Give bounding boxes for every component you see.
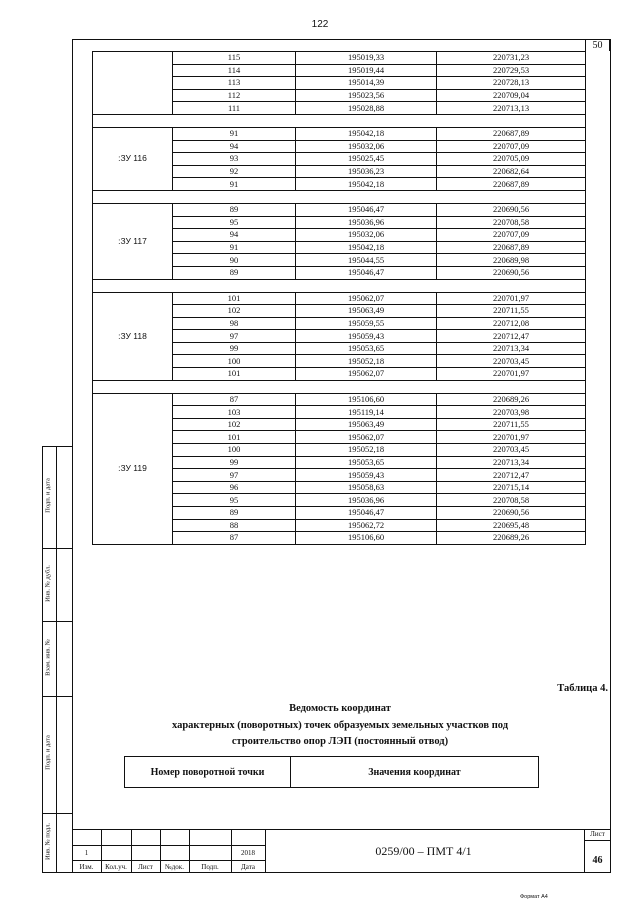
point-number-cell: 115 bbox=[173, 52, 296, 65]
margin-top-line bbox=[42, 446, 73, 447]
x-coordinate-cell: 195032,06 bbox=[296, 229, 437, 242]
y-coordinate-cell: 220689,26 bbox=[437, 532, 586, 545]
table-row bbox=[93, 52, 586, 65]
point-number-cell: 89 bbox=[173, 507, 296, 520]
point-number-cell: 97 bbox=[173, 330, 296, 343]
y-coordinate-cell: 220711,55 bbox=[437, 305, 586, 318]
y-coordinate-cell: 220689,98 bbox=[437, 254, 586, 267]
point-number-cell: 101 bbox=[173, 368, 296, 381]
parcel-label: :ЗУ 117 bbox=[93, 203, 173, 279]
y-coordinate-cell: 220687,89 bbox=[437, 241, 586, 254]
y-coordinate-cell: 220707,09 bbox=[437, 140, 586, 153]
y-coordinate-cell: 220703,45 bbox=[437, 355, 586, 368]
point-number-cell: 101 bbox=[173, 431, 296, 444]
point-number-cell: 94 bbox=[173, 140, 296, 153]
x-coordinate-cell: 195062,72 bbox=[296, 519, 437, 532]
x-coordinate-cell: 195053,65 bbox=[296, 456, 437, 469]
group-separator bbox=[93, 279, 586, 292]
y-coordinate-cell: 220687,89 bbox=[437, 127, 586, 140]
point-number-cell: 114 bbox=[173, 64, 296, 77]
x-coordinate-cell: 195025,45 bbox=[296, 153, 437, 166]
parcel-label bbox=[93, 52, 173, 115]
x-coordinate-cell: 195042,18 bbox=[296, 241, 437, 254]
x-coordinate-cell: 195019,33 bbox=[296, 52, 437, 65]
y-coordinate-cell: 220690,56 bbox=[437, 507, 586, 520]
y-coordinate-cell: 220703,45 bbox=[437, 444, 586, 457]
point-number-cell: 112 bbox=[173, 89, 296, 102]
point-number-cell: 93 bbox=[173, 153, 296, 166]
group-separator-cell bbox=[93, 380, 586, 393]
x-coordinate-cell: 195032,06 bbox=[296, 140, 437, 153]
point-number-cell: 113 bbox=[173, 77, 296, 90]
point-number-cell: 91 bbox=[173, 127, 296, 140]
group-separator-cell bbox=[93, 279, 586, 292]
point-number-cell: 111 bbox=[173, 102, 296, 115]
sheet-number: 46 bbox=[592, 855, 603, 866]
y-coordinate-cell: 220690,56 bbox=[437, 203, 586, 216]
x-coordinate-cell: 195044,55 bbox=[296, 254, 437, 267]
point-number-cell: 91 bbox=[173, 241, 296, 254]
change-year: 2018 bbox=[241, 849, 255, 857]
y-coordinate-cell: 220687,89 bbox=[437, 178, 586, 191]
group-separator-cell bbox=[93, 190, 586, 203]
table-row bbox=[93, 292, 586, 305]
point-number-cell: 100 bbox=[173, 444, 296, 457]
x-coordinate-cell: 195036,23 bbox=[296, 165, 437, 178]
x-coordinate-cell: 195052,18 bbox=[296, 444, 437, 457]
group-separator bbox=[93, 190, 586, 203]
table-caption: Таблица 4. bbox=[557, 683, 608, 694]
point-number-cell: 92 bbox=[173, 165, 296, 178]
table-row bbox=[93, 393, 586, 406]
point-number-cell: 100 bbox=[173, 355, 296, 368]
sheet-label: Лист bbox=[590, 830, 605, 838]
col-label-count: Кол.уч. bbox=[105, 863, 127, 871]
x-coordinate-cell: 195014,39 bbox=[296, 77, 437, 90]
x-coordinate-cell: 195036,96 bbox=[296, 494, 437, 507]
y-coordinate-cell: 220708,58 bbox=[437, 216, 586, 229]
document-code: 0259/00 – ПМТ 4/1 bbox=[375, 844, 472, 858]
margin-label-replace-inv: Взам. инв. № bbox=[44, 639, 52, 676]
col-label-signature: Подп. bbox=[201, 863, 219, 871]
margin-outer-line bbox=[42, 446, 43, 873]
parcel-label: :ЗУ 116 bbox=[93, 127, 173, 190]
point-number-cell: 94 bbox=[173, 229, 296, 242]
point-number-cell: 95 bbox=[173, 216, 296, 229]
page-number: 122 bbox=[311, 19, 329, 30]
point-number-cell: 91 bbox=[173, 178, 296, 191]
x-coordinate-cell: 195019,44 bbox=[296, 64, 437, 77]
point-number-cell: 96 bbox=[173, 481, 296, 494]
x-coordinate-cell: 195063,49 bbox=[296, 418, 437, 431]
y-coordinate-cell: 220713,34 bbox=[437, 342, 586, 355]
x-coordinate-cell: 195059,43 bbox=[296, 330, 437, 343]
margin-label-orig-inv: Инв. № подл. bbox=[44, 822, 52, 861]
point-number-cell: 103 bbox=[173, 406, 296, 419]
table-title-line-3: строительство опор ЛЭП (постоянный отвод) bbox=[231, 736, 449, 747]
table-row bbox=[93, 127, 586, 140]
frame-bottom bbox=[42, 872, 611, 873]
x-coordinate-cell: 195046,47 bbox=[296, 507, 437, 520]
margin-label-sign-date-2: Подп. и дата bbox=[44, 735, 52, 770]
title-block-top bbox=[72, 829, 610, 830]
point-number-cell: 102 bbox=[173, 305, 296, 318]
x-coordinate-cell: 195059,43 bbox=[296, 469, 437, 482]
y-coordinate-cell: 220701,97 bbox=[437, 431, 586, 444]
col-label-date: Дата bbox=[241, 863, 255, 871]
x-coordinate-cell: 195062,07 bbox=[296, 368, 437, 381]
parcel-label: :ЗУ 119 bbox=[93, 393, 173, 544]
sheet-tab: 50 bbox=[585, 39, 610, 51]
group-separator bbox=[93, 380, 586, 393]
x-coordinate-cell: 195046,47 bbox=[296, 203, 437, 216]
table-title-line-2: характерных (поворотных) точек образуемых земельных участков под bbox=[171, 720, 509, 731]
x-coordinate-cell: 195053,65 bbox=[296, 342, 437, 355]
coordinate-table-body bbox=[93, 52, 586, 545]
y-coordinate-cell: 220703,98 bbox=[437, 406, 586, 419]
y-coordinate-cell: 220701,97 bbox=[437, 368, 586, 381]
point-number-cell: 99 bbox=[173, 342, 296, 355]
change-number: 1 bbox=[84, 849, 89, 857]
y-coordinate-cell: 220712,47 bbox=[437, 469, 586, 482]
table-title-line-1: Ведомость координат bbox=[289, 703, 391, 714]
y-coordinate-cell: 220712,08 bbox=[437, 317, 586, 330]
margin-label-dup-inv: Инв. № дубл. bbox=[44, 565, 52, 602]
y-coordinate-cell: 220715,14 bbox=[437, 481, 586, 494]
y-coordinate-cell: 220712,47 bbox=[437, 330, 586, 343]
point-number-cell: 95 bbox=[173, 494, 296, 507]
point-number-cell: 87 bbox=[173, 393, 296, 406]
header-point-number: Номер поворотной точки bbox=[125, 757, 291, 788]
y-coordinate-cell: 220731,23 bbox=[437, 52, 586, 65]
parcel-label: :ЗУ 118 bbox=[93, 292, 173, 380]
x-coordinate-cell: 195028,88 bbox=[296, 102, 437, 115]
y-coordinate-cell: 220708,58 bbox=[437, 494, 586, 507]
y-coordinate-cell: 220695,48 bbox=[437, 519, 586, 532]
group-separator bbox=[93, 114, 586, 127]
header-coordinate-values: Значения координат bbox=[291, 757, 539, 788]
point-number-cell: 89 bbox=[173, 266, 296, 279]
y-coordinate-cell: 220711,55 bbox=[437, 418, 586, 431]
col-label-sheet: Лист bbox=[138, 863, 153, 871]
y-coordinate-cell: 220729,53 bbox=[437, 64, 586, 77]
points-header-table bbox=[124, 756, 539, 788]
format-note: Формат А4 bbox=[520, 894, 548, 900]
y-coordinate-cell: 220690,56 bbox=[437, 266, 586, 279]
y-coordinate-cell: 220682,64 bbox=[437, 165, 586, 178]
title-block-sheet-row bbox=[584, 840, 610, 841]
coordinate-table bbox=[92, 51, 586, 545]
y-coordinate-cell: 220713,13 bbox=[437, 102, 586, 115]
margin-inner-line bbox=[56, 446, 57, 873]
y-coordinate-cell: 220705,09 bbox=[437, 153, 586, 166]
point-number-cell: 88 bbox=[173, 519, 296, 532]
x-coordinate-cell: 195106,60 bbox=[296, 393, 437, 406]
x-coordinate-cell: 195063,49 bbox=[296, 305, 437, 318]
y-coordinate-cell: 220728,13 bbox=[437, 77, 586, 90]
point-number-cell: 89 bbox=[173, 203, 296, 216]
x-coordinate-cell: 195046,47 bbox=[296, 266, 437, 279]
y-coordinate-cell: 220689,26 bbox=[437, 393, 586, 406]
x-coordinate-cell: 195119,14 bbox=[296, 406, 437, 419]
table-row bbox=[93, 203, 586, 216]
point-number-cell: 101 bbox=[173, 292, 296, 305]
point-number-cell: 87 bbox=[173, 532, 296, 545]
col-label-doc-number: №док. bbox=[165, 863, 184, 871]
y-coordinate-cell: 220707,09 bbox=[437, 229, 586, 242]
frame-right bbox=[610, 39, 611, 872]
x-coordinate-cell: 195042,18 bbox=[296, 127, 437, 140]
x-coordinate-cell: 195106,60 bbox=[296, 532, 437, 545]
frame-top bbox=[72, 39, 610, 40]
point-number-cell: 98 bbox=[173, 317, 296, 330]
x-coordinate-cell: 195023,56 bbox=[296, 89, 437, 102]
x-coordinate-cell: 195042,18 bbox=[296, 178, 437, 191]
x-coordinate-cell: 195062,07 bbox=[296, 431, 437, 444]
x-coordinate-cell: 195058,63 bbox=[296, 481, 437, 494]
y-coordinate-cell: 220709,04 bbox=[437, 89, 586, 102]
point-number-cell: 99 bbox=[173, 456, 296, 469]
margin-label-sign-date-1: Подп. и дата bbox=[44, 478, 52, 513]
y-coordinate-cell: 220701,97 bbox=[437, 292, 586, 305]
group-separator-cell bbox=[93, 114, 586, 127]
frame-left bbox=[72, 39, 73, 872]
point-number-cell: 90 bbox=[173, 254, 296, 267]
point-number-cell: 97 bbox=[173, 469, 296, 482]
x-coordinate-cell: 195052,18 bbox=[296, 355, 437, 368]
col-label-change: Изм. bbox=[79, 863, 94, 871]
x-coordinate-cell: 195036,96 bbox=[296, 216, 437, 229]
y-coordinate-cell: 220713,34 bbox=[437, 456, 586, 469]
x-coordinate-cell: 195059,55 bbox=[296, 317, 437, 330]
x-coordinate-cell: 195062,07 bbox=[296, 292, 437, 305]
point-number-cell: 102 bbox=[173, 418, 296, 431]
